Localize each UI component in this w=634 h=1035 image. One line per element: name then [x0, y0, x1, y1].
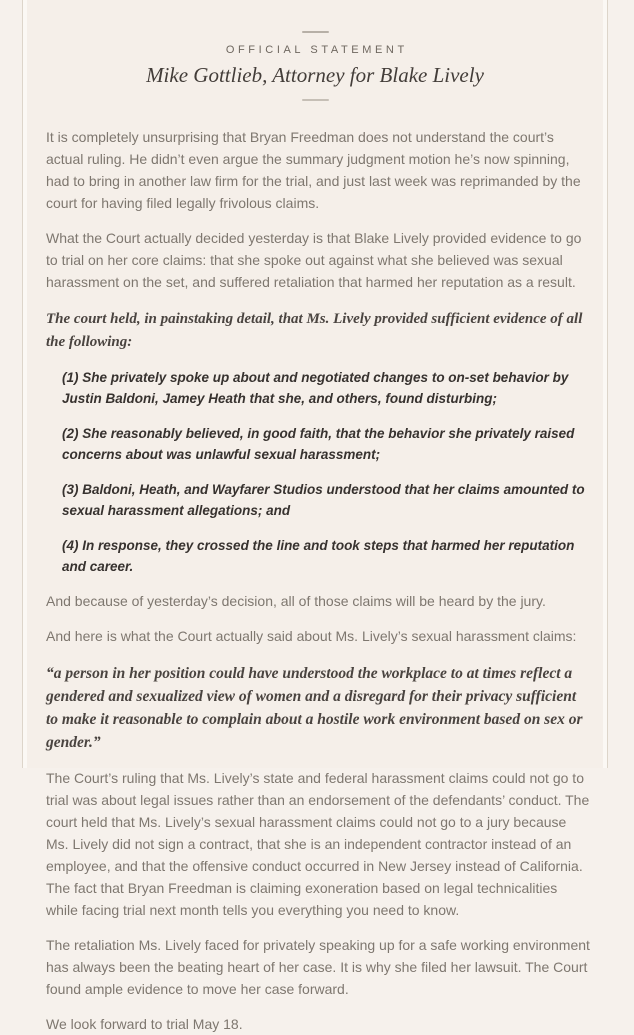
statement-header	[23, 0, 607, 101]
statement-paragraph: And here is what the Court actually said about Ms. Lively’s sexual harassment claims:	[46, 628, 577, 644]
statement-body	[23, 101, 607, 1035]
statement-paragraph: What the Court actually decided yesterday is that Blake Lively provided evidence to go to trial on her core claims: that she spoke out against what she believed was sexual harassment on the set, and suffered retaliation that harmed her reputation as a result.	[46, 230, 582, 290]
court-held-heading: The court held, in painstaking detail, that Ms. Lively provided sufficient evidence of all the following:	[46, 311, 583, 350]
list-item: (1) She privately spoke up about and negotiated changes to on-set behavior by Justin Baldoni, Jamey Heath that she, and others, found disturbing;	[62, 370, 569, 406]
statement-paragraph: The retaliation Ms. Lively faced for privately speaking up for a safe working environment has always been the beating heart of her case. It is why she filed her lawsuit. The Court found ample evidence to move her case forward.	[46, 937, 590, 997]
statement-paragraph: And because of yesterday’s decision, all of those claims will be heard by the jury.	[46, 593, 546, 609]
statement-paragraph: It is completely unsurprising that Bryan Freedman does not understand the court’s actual ruling. He didn’t even argue the summary judgment motion he’s now spinning, had to bring in another law firm for the trial, and just last week was reprimanded by the court for having filed legally frivolous claims.	[46, 129, 581, 211]
list-item: (4) In response, they crossed the line and took steps that harmed her reputation and career.	[62, 538, 575, 574]
statement-card	[22, 0, 608, 1032]
numbered-findings-list	[46, 367, 590, 577]
closing-line: We look forward to trial May 18.	[46, 1016, 243, 1032]
list-item: (3) Baldoni, Heath, and Wayfarer Studios understood that her claims amounted to sexual harassment allegations; and	[62, 482, 585, 518]
court-quote-paragraph: “a person in her position could have understood the workplace to at times reflect a gendered and sexualized view of women and a disregard for their privacy sufficient to make it reasonable to complain about a hostile work environment based on sex or gender.”	[46, 665, 583, 751]
list-item: (2) She reasonably believed, in good faith, that the behavior she privately raised concerns about was unlawful sexual harassment;	[62, 426, 575, 462]
page-title: Mike Gottlieb, Attorney for Blake Lively	[146, 63, 484, 87]
statement-paragraph: The Court’s ruling that Ms. Lively’s state and federal harassment claims could not go to trial was about legal issues rather than an endorsement of the defendants’ conduct. The court held that Ms. Lively’s sexual harassment claims could not go to a jury because Ms. Lively did not sign a contract, that she is an independent contractor instead of an employee, and that the offensive conduct occurred in New Jersey instead of California. The fact that Bryan Freedman is claiming exoneration based on legal technicalities while facing trial next month tells you everything you need to know.	[46, 770, 590, 918]
official-statement-label: OFFICIAL STATEMENT	[225, 44, 408, 56]
top-divider-rule	[302, 31, 329, 33]
